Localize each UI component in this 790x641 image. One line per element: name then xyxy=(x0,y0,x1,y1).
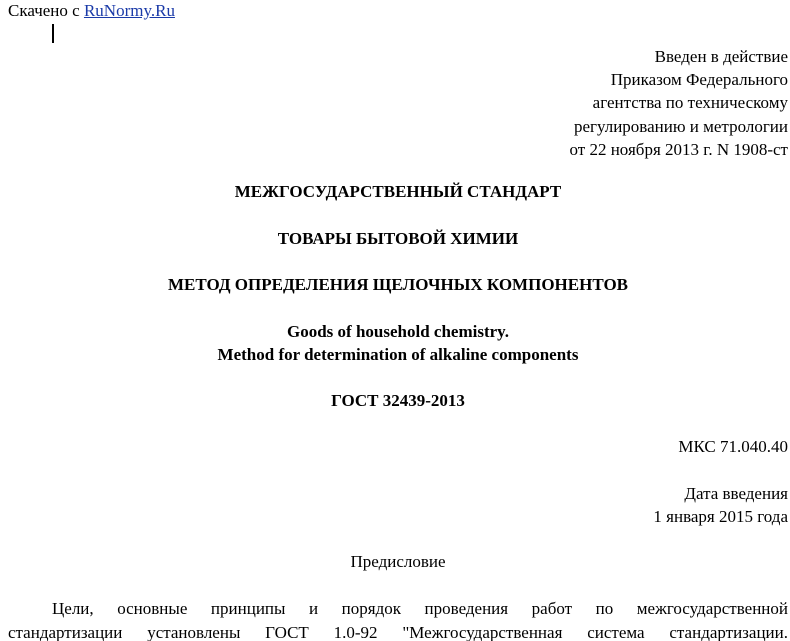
paragraph-line: Цели, основные принципы и порядок проведения работ по межгосударственной xyxy=(52,599,788,618)
english-title-line-2: Method for determination of alkaline components xyxy=(217,345,579,364)
gost-number: ГОСТ 32439-2013 xyxy=(331,391,465,410)
introduced-line: от 22 ноября 2013 г. N 1908-ст xyxy=(569,139,788,159)
method-title: МЕТОД ОПРЕДЕЛЕНИЯ ЩЕЛОЧНЫХ КОМПОНЕНТОВ xyxy=(167,275,629,294)
paragraph-line: стандартизации установлены ГОСТ 1.0-92 "Межгосударственная система стандартизации. xyxy=(8,622,788,641)
english-title xyxy=(0,320,790,366)
introduced-line: регулированию и метрологии xyxy=(573,116,788,136)
source-line xyxy=(8,1,175,21)
mks-code: МКС 71.040.40 xyxy=(678,437,788,456)
introduced-line: Введен в действие xyxy=(654,47,788,66)
introduced-line: Приказом Федерального xyxy=(610,70,788,90)
preface-heading: Предисловие xyxy=(350,552,446,571)
effective-date-label: Дата введения xyxy=(684,484,788,503)
subject-title: ТОВАРЫ БЫТОВОЙ ХИМИИ xyxy=(277,229,519,248)
introduced-line: агентства по техническому xyxy=(592,93,788,113)
preface-paragraph xyxy=(8,597,788,641)
standard-type-title: МЕЖГОСУДАРСТВЕННЫЙ СТАНДАРТ xyxy=(234,182,562,201)
introduced-by-block xyxy=(570,45,789,161)
source-prefix: Скачено с xyxy=(8,1,84,20)
english-title-line-1: Goods of household chemistry. xyxy=(287,322,509,341)
effective-date-value: 1 января 2015 года xyxy=(653,507,788,527)
text-cursor xyxy=(52,24,54,43)
source-link[interactable]: RuNormy.Ru xyxy=(83,1,175,20)
effective-date-block xyxy=(653,482,788,528)
